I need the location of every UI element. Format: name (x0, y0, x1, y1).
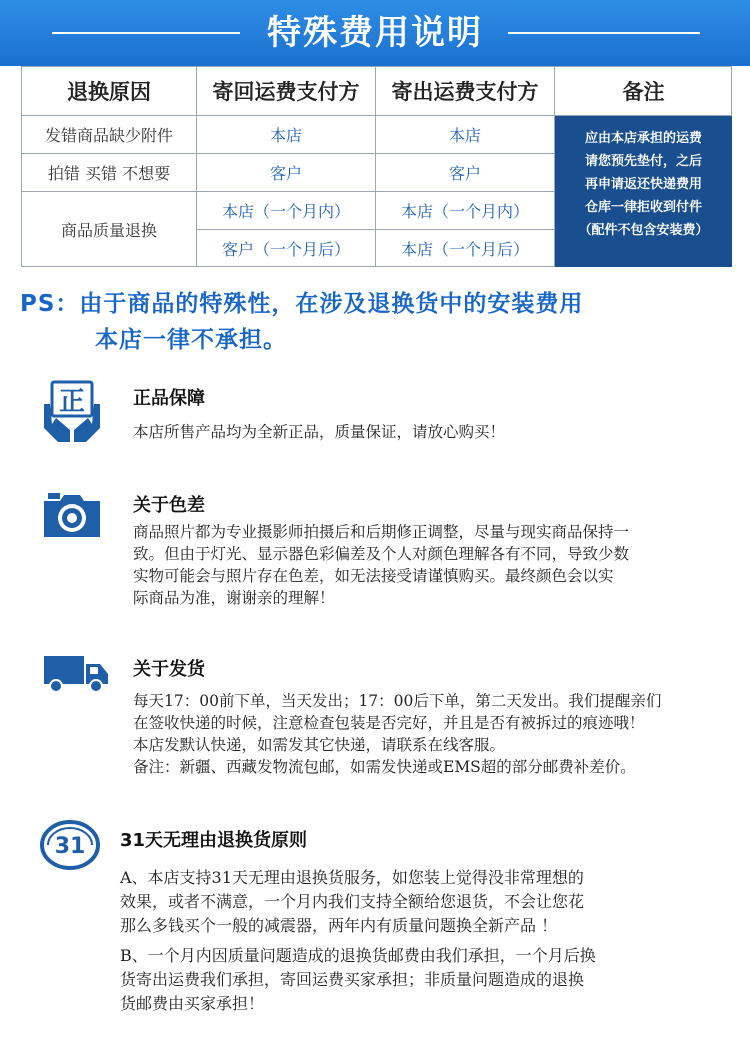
body-line: 每天17：00前下单，当天发出；17：00后下单，第二天发出。我们提醒亲们 (133, 692, 662, 710)
section-body-color (133, 521, 629, 609)
note-line: 应由本店承担的运费 (584, 131, 702, 146)
body-line: 那么多钱买个一般的减震器，两年内有质量问题换全新产品 ！ (120, 916, 558, 935)
genuine-hands-icon (40, 380, 104, 446)
table-header-cell: 退换原因 (22, 67, 197, 116)
section-title-color: 关于色差 (133, 495, 205, 516)
section-body-genuine (133, 421, 505, 443)
table-cell-return-payer: 客户 (197, 154, 376, 192)
table-cell-reason: 商品质量退换 (22, 192, 197, 267)
body-line: 致。但由于灯光、显示器色彩偏差及个人对颜色理解各有不同，导致少数 (133, 545, 630, 563)
body-line: 实物可能会与照片存在色差，如无法接受请谨慎购买。最终颜色会以实 (133, 567, 614, 585)
table-header-cell: 寄回运费支付方 (197, 67, 376, 116)
body-line: 商品照片都为专业摄影师拍摄后和后期修正调整，尽量与现实商品保持一 (133, 523, 630, 541)
ps-note-line: 本店一律不承担。 (95, 327, 287, 353)
table-cell-return-payer: 本店 (197, 116, 376, 154)
table-cell-reason: 发错商品缺少附件 (22, 116, 197, 154)
31-day-badge-icon (40, 820, 100, 870)
table-header-cell: 备注 (555, 67, 732, 116)
page-title: 特殊费用说明 (267, 13, 483, 53)
table-cell-send-payer: 客户 (376, 154, 555, 192)
note-line: （配件不包含安装费） (578, 223, 709, 238)
banner-divider-left (52, 32, 240, 34)
note-line: 请您预先垫付，之后 (584, 154, 702, 169)
section-title-shipping: 关于发货 (133, 659, 205, 680)
section-body-returns-b (120, 944, 596, 1016)
camera-icon (42, 491, 102, 539)
header-banner (0, 0, 750, 66)
section-body-returns-a (120, 866, 584, 938)
body-line: 货邮费由买家承担！ (120, 994, 265, 1013)
table-header-cell: 寄出运费支付方 (376, 67, 555, 116)
table-note-cell (555, 116, 732, 267)
note-line: 仓库一律拒收到付件 (584, 200, 702, 215)
body-line: 际商品为准，谢谢亲的理解！ (133, 589, 335, 607)
table-cell-return-payer: 本店（一个月内） (197, 192, 376, 230)
body-line: 备注：新疆、西藏发物流包邮，如需发快递或EMS超的部分邮费补差价。 (133, 758, 636, 776)
table-cell-send-payer: 本店（一个月后） (376, 230, 555, 267)
table-cell-send-payer: 本店（一个月内） (376, 192, 555, 230)
fee-table (21, 66, 732, 267)
badge-number: 31 (54, 834, 86, 859)
section-title-genuine: 正品保障 (133, 388, 205, 409)
table-cell-reason: 拍错 买错 不想要 (22, 154, 197, 192)
body-line: 货寄出运费我们承担，寄回运费买家承担；非质量问题造成的退换 (120, 970, 585, 989)
body-line: 本店所售产品均为全新正品，质量保证，请放心购买！ (133, 423, 506, 441)
table-cell-send-payer: 本店 (376, 116, 555, 154)
body-line: 效果，或者不满意，一个月内我们支持全额给您退货，不会让您花 (120, 892, 585, 911)
ps-note-line: PS：由于商品的特殊性，在涉及退换货中的安装费用 (20, 291, 584, 317)
banner-divider-right (508, 32, 700, 34)
table-cell-return-payer: 客户（一个月后） (197, 230, 376, 267)
body-line: 本店发默认快递，如需发其它快递，请联系在线客服。 (133, 736, 506, 754)
note-line: 再申请返还快递费用 (584, 177, 702, 192)
section-body-shipping (133, 690, 661, 778)
genuine-char: 正 (58, 387, 86, 417)
body-line: B、一个月内因质量问题造成的退换货邮费由我们承担，一个月后换 (120, 946, 596, 965)
body-line: 在签收快递的时候，注意检查包装是否完好，并且是否有被拆过的痕迹哦！ (133, 714, 645, 732)
section-title-returns: 31天无理由退换货原则 (120, 830, 308, 851)
ps-note (20, 286, 730, 358)
body-line: A、本店支持31天无理由退换货服务，如您装上觉得没非常理想的 (120, 868, 584, 887)
truck-icon (42, 654, 110, 694)
